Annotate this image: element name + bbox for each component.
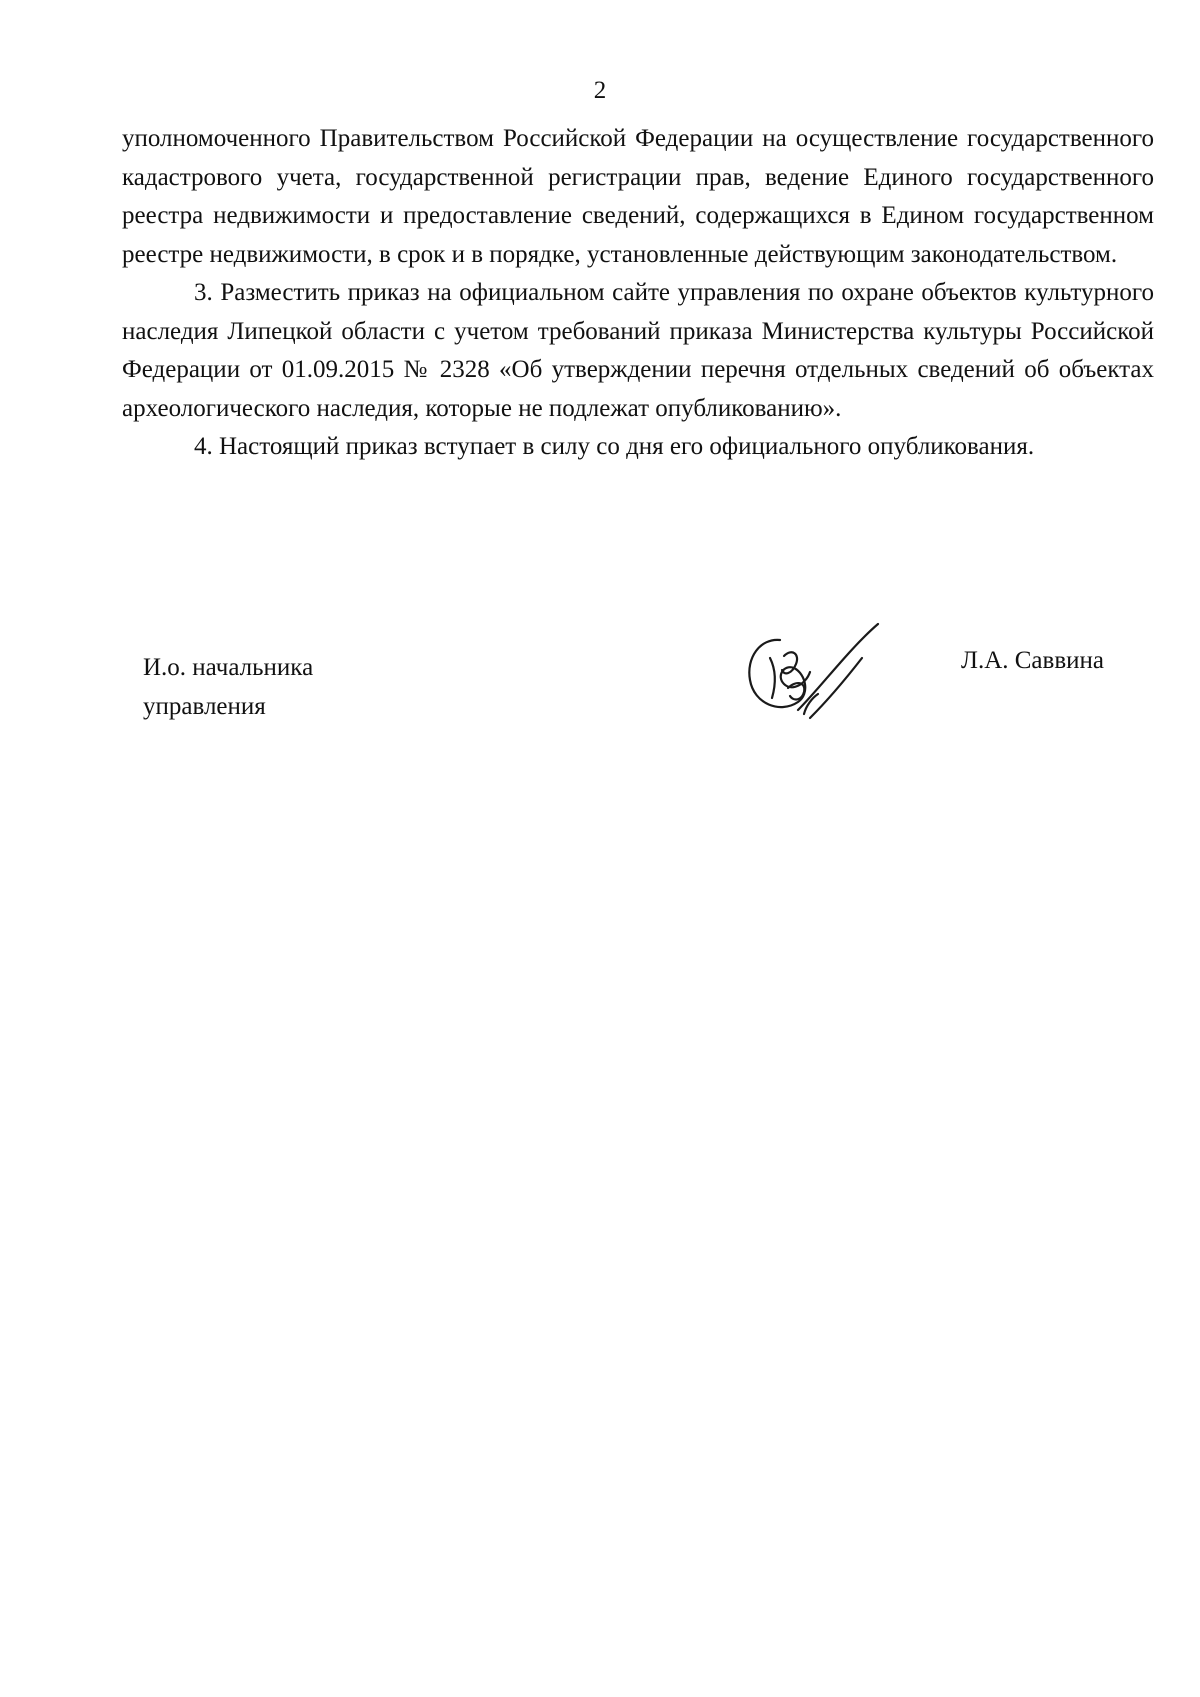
- signatory-position-line-2: управления: [143, 693, 266, 720]
- paragraph-item-3: 3. Разместить приказ на официальном сайте управления по охране объектов культурного наследия Липецкой области с учетом требований приказа Министерства культуры Российской Федерации от 01.09.2015 № 2328 «Об утверждении перечня отдельных сведений об объектах археологического наследия, которые не подлежат опубликованию».: [122, 279, 1154, 422]
- signer-name: Л.А. Саввина: [961, 647, 1104, 674]
- paragraph-item-4: 4. Настоящий приказ вступает в силу со дня его официального опубликования.: [194, 433, 1035, 460]
- signatory-position-line-1: И.о. начальника: [143, 654, 314, 681]
- document-body: [122, 120, 1154, 467]
- paragraph-continuation: уполномоченного Правительством Российской Федерации на осуществление государственного кадастрового учета, государственной регистрации прав, ведение Единого государственного реестра недвижимости и предоставление сведений, содержащихся в Едином государственном реестре недвижимости, в срок и в порядке, установленные действующим законодательством.: [122, 125, 1154, 268]
- handwritten-signature-icon: [740, 618, 910, 728]
- page-number: 2: [593, 77, 607, 104]
- signatory-position: [143, 648, 313, 726]
